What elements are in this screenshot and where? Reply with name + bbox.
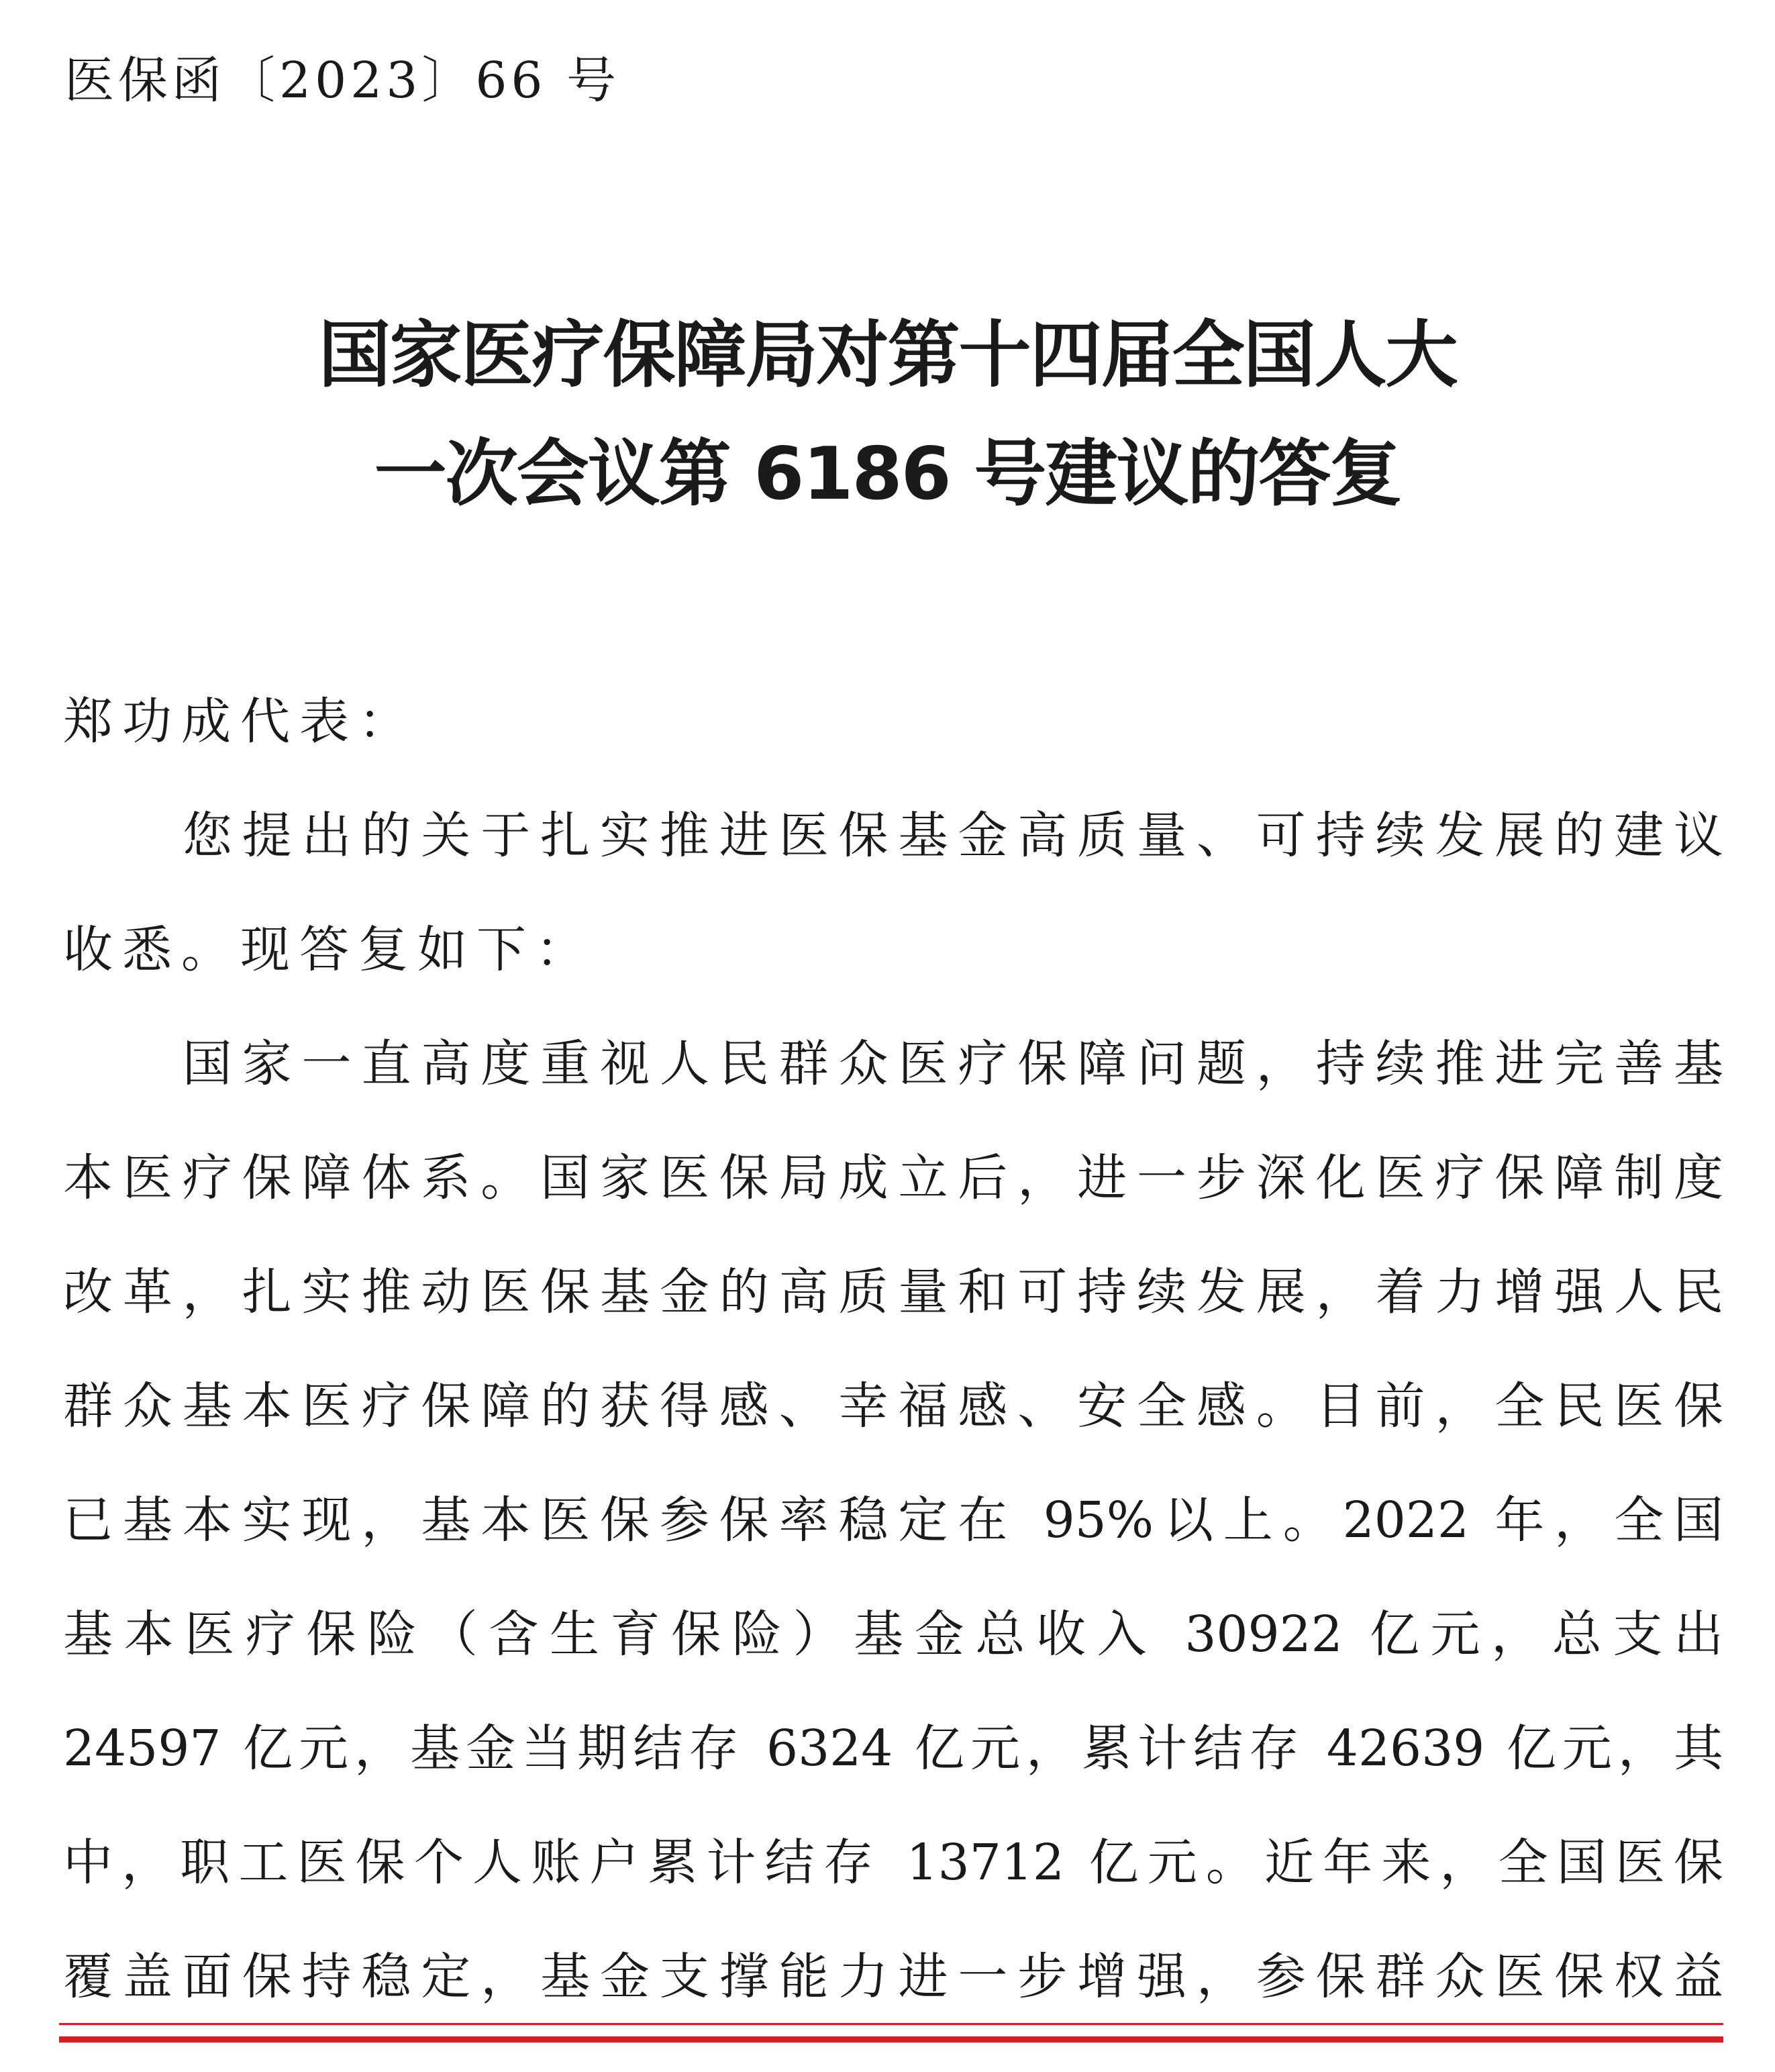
body-line: 基本医疗保险（含生育保险）基金总收入 30922 亿元，总支出 xyxy=(63,1606,1723,1663)
body-line: 改革，扎实推动医保基金的高质量和可持续发展，着力增强人民 xyxy=(63,1263,1723,1321)
document-number: 医保函〔2023〕66 号 xyxy=(64,52,621,109)
body-line: 中，职工医保个人账户累计结存 13712 亿元。近年来，全国医保 xyxy=(63,1834,1723,1891)
body-line: 已基本实现，基本医保参保率稳定在 95%以上。2022 年，全国 xyxy=(63,1491,1723,1549)
document-title-line-2: 一次会议第 6186 号建议的答复 xyxy=(374,432,1401,516)
salutation: 郑功成代表： xyxy=(63,693,417,750)
body-line: 群众基本医疗保障的获得感、幸福感、安全感。目前，全民医保 xyxy=(63,1377,1723,1435)
body-line: 国家一直高度重视人民群众医疗保障问题，持续推进完善基 xyxy=(63,1035,1723,1093)
body-line: 覆盖面保持稳定，基金支撑能力进一步增强，参保群众医保权益 xyxy=(63,1948,1723,2006)
document-title-line-1: 国家医疗保障局对第十四届全国人大 xyxy=(318,313,1457,397)
body-line: 本医疗保障体系。国家医保局成立后，进一步深化医疗保障制度 xyxy=(63,1149,1723,1207)
body-line: 收悉。现答复如下： xyxy=(63,921,595,979)
body-line: 您提出的关于扎实推进医保基金高质量、可持续发展的建议 xyxy=(63,807,1723,865)
red-rule-thick xyxy=(59,2036,1723,2042)
body-line: 24597 亿元，基金当期结存 6324 亿元，累计结存 42639 亿元，其 xyxy=(63,1720,1723,1777)
red-rule-thin xyxy=(59,2023,1723,2025)
